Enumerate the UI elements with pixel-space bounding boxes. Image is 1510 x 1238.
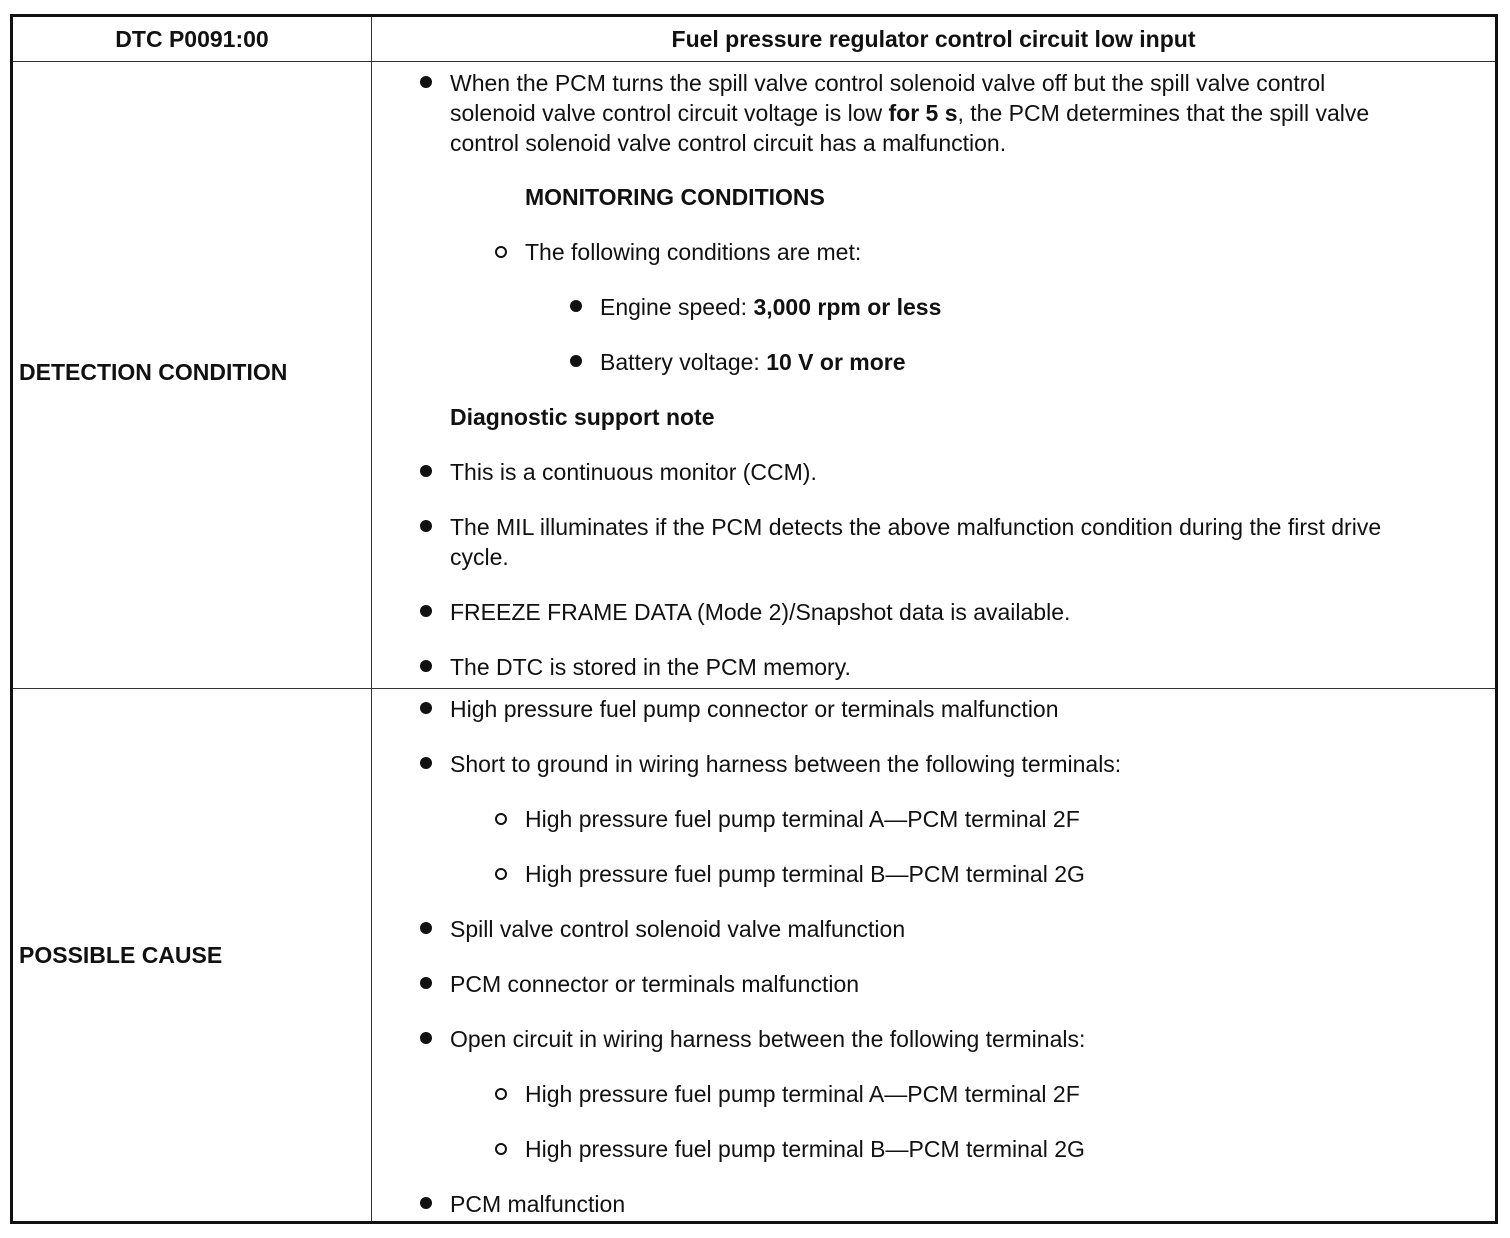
intro-line-2 (450, 98, 1490, 128)
cause-item (450, 969, 859, 999)
intro-text: solenoid valve control circuit voltage is low (450, 100, 889, 126)
note-item (450, 512, 1490, 572)
cause-text: Spill valve control solenoid valve malfunction (450, 916, 906, 942)
cause-item (450, 1024, 1085, 1054)
cause-subitem (525, 1134, 1085, 1164)
detection-intro (450, 68, 1490, 158)
battery-voltage-label: Battery voltage: (600, 349, 767, 375)
open-bullet-icon (495, 246, 507, 258)
cause-item (450, 694, 1059, 724)
diagnostic-support-heading: Diagnostic support note (450, 404, 715, 430)
open-bullet-icon (495, 1088, 507, 1100)
bullet-icon (420, 520, 432, 532)
engine-speed-label: Engine speed: (600, 294, 754, 320)
open-bullet-icon (495, 813, 507, 825)
note-item (450, 597, 1070, 627)
engine-speed-value: 3,000 rpm or less (753, 294, 942, 320)
battery-voltage-item (600, 347, 906, 377)
cause-text: Short to ground in wiring harness between the following terminals: (450, 751, 1122, 777)
bullet-icon (420, 757, 432, 769)
note-item (450, 652, 851, 682)
column-divider (371, 17, 372, 1221)
bullet-icon (420, 922, 432, 934)
cause-text: High pressure fuel pump connector or terminals malfunction (450, 696, 1059, 722)
cause-subitem-text: High pressure fuel pump terminal A—PCM terminal 2F (525, 806, 1080, 832)
conditions-met-text: The following conditions are met: (525, 239, 862, 265)
cause-subitem-text: High pressure fuel pump terminal A—PCM terminal 2F (525, 1081, 1080, 1107)
intro-duration: for 5 s (888, 100, 958, 126)
cause-item (450, 1189, 625, 1219)
bullet-icon (420, 76, 432, 88)
dtc-code: DTC P0091:00 (115, 25, 269, 52)
open-bullet-icon (495, 868, 507, 880)
cause-text: PCM malfunction (450, 1191, 626, 1217)
note-text-cont: cycle. (450, 544, 509, 570)
bullet-icon (420, 465, 432, 477)
bullet-icon (570, 355, 582, 367)
dtc-table (10, 14, 1498, 1224)
note-text: The MIL illuminates if the PCM detects the above malfunction condition during the first drive (450, 514, 1382, 540)
intro-line-1: When the PCM turns the spill valve control solenoid valve off but the spill valve control (450, 70, 1326, 96)
cause-text: PCM connector or terminals malfunction (450, 971, 860, 997)
battery-voltage-value: 10 V or more (766, 349, 906, 375)
conditions-met-item (525, 237, 861, 267)
cause-subitem (525, 1079, 1080, 1109)
detection-condition-label: DETECTION CONDITION (19, 359, 288, 385)
note-text: This is a continuous monitor (CCM). (450, 459, 817, 485)
bullet-icon (420, 977, 432, 989)
cause-text: Open circuit in wiring harness between the following terminals: (450, 1026, 1086, 1052)
cause-item (450, 749, 1121, 779)
bullet-icon (570, 300, 582, 312)
bullet-icon (420, 702, 432, 714)
possible-cause-label: POSSIBLE CAUSE (19, 942, 223, 968)
cause-subitem (525, 804, 1080, 834)
intro-line-3: control solenoid valve control circuit has a malfunction. (450, 130, 1007, 156)
bullet-icon (420, 660, 432, 672)
cause-subitem-text: High pressure fuel pump terminal B—PCM terminal 2G (525, 1136, 1085, 1162)
cause-item (450, 914, 905, 944)
dtc-title: Fuel pressure regulator control circuit low input (671, 25, 1196, 52)
note-item (450, 457, 817, 487)
intro-text-cont: , the PCM determines that the spill valve (957, 100, 1370, 126)
monitoring-conditions-heading: MONITORING CONDITIONS (525, 184, 825, 210)
bullet-icon (420, 1197, 432, 1209)
bullet-icon (420, 1032, 432, 1044)
cause-subitem (525, 859, 1085, 889)
header-divider (13, 61, 1495, 62)
bullet-icon (420, 605, 432, 617)
engine-speed-item (600, 292, 941, 322)
note-text: FREEZE FRAME DATA (Mode 2)/Snapshot data is available. (450, 599, 1071, 625)
row-divider (13, 688, 1495, 689)
open-bullet-icon (495, 1143, 507, 1155)
note-text: The DTC is stored in the PCM memory. (450, 654, 851, 680)
cause-subitem-text: High pressure fuel pump terminal B—PCM terminal 2G (525, 861, 1085, 887)
